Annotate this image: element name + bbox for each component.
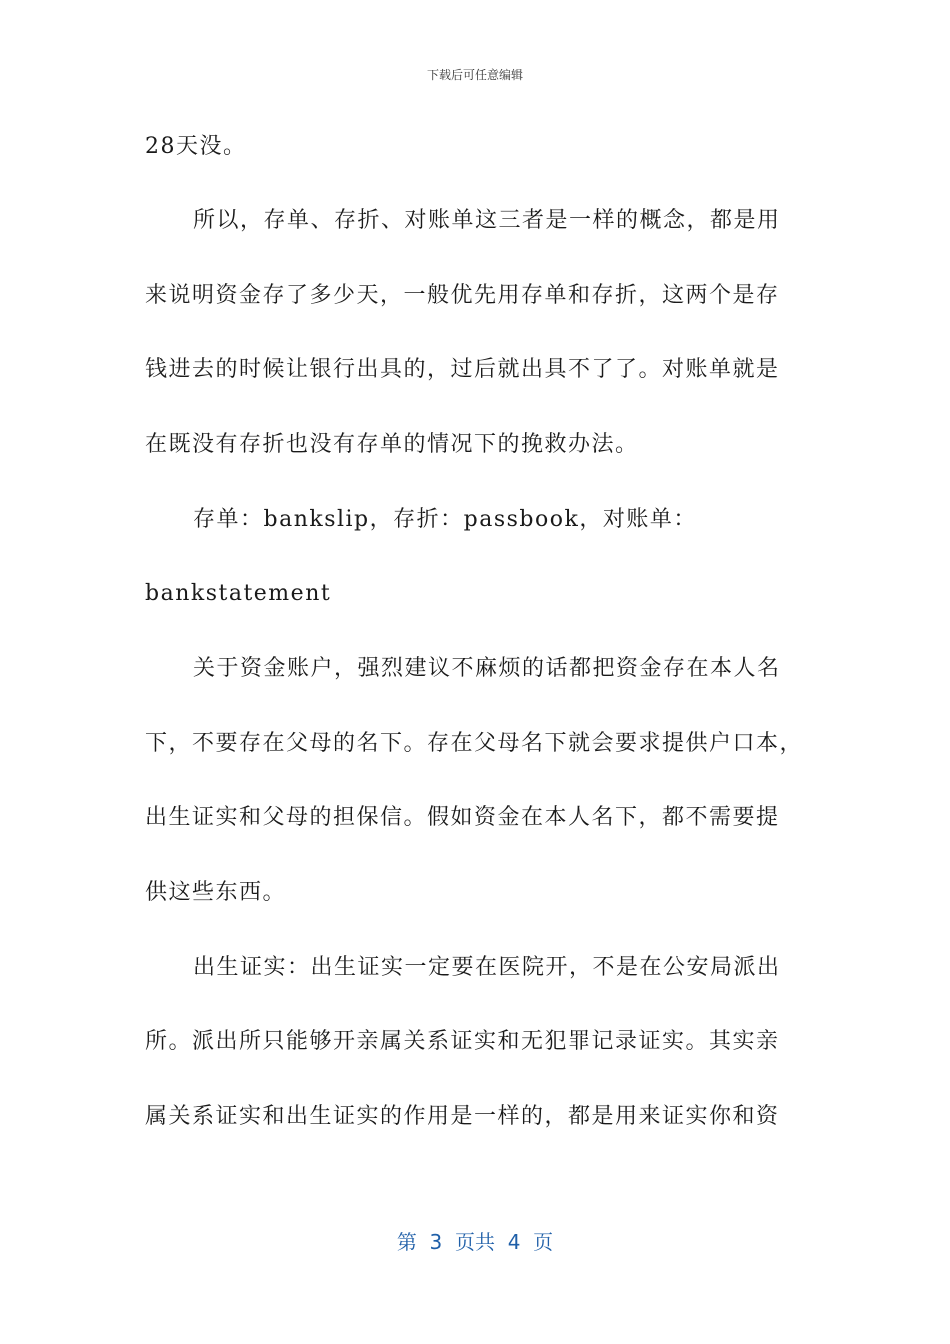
body-line: 来说明资金存了多少天，一般优先用存单和存折，这两个是存 bbox=[145, 283, 780, 308]
body-line: 出生证实：出生证实一定要在医院开，不是在公安局派出 bbox=[193, 955, 781, 980]
body-line: 在既没有存折也没有存单的情况下的挽救办法。 bbox=[145, 432, 639, 457]
body-line: 28天没。 bbox=[145, 134, 247, 159]
body-line: 下，不要存在父母的名下。存在父母名下就会要求提供户口本， bbox=[145, 731, 804, 756]
body-line: 属关系证实和出生证实的作用是一样的，都是用来证实你和资 bbox=[145, 1104, 780, 1129]
body-line: 所。派出所只能够开亲属关系证实和无犯罪记录证实。其实亲 bbox=[145, 1029, 780, 1054]
body-line: bankstatement bbox=[145, 581, 332, 606]
body-line: 关于资金账户，强烈建议不麻烦的话都把资金存在本人名 bbox=[193, 656, 781, 681]
body-line: 出生证实和父母的担保信。假如资金在本人名下，都不需要提 bbox=[145, 805, 780, 830]
page-number-footer: 第 3 页共 4 页 bbox=[396, 1230, 554, 1254]
body-line: 存单：bankslip，存折：passbook，对账单： bbox=[193, 507, 697, 532]
body-line: 钱进去的时候让银行出具的，过后就出具不了了。对账单就是 bbox=[145, 357, 780, 382]
body-line: 所以，存单、存折、对账单这三者是一样的概念，都是用 bbox=[193, 208, 781, 233]
body-line: 供这些东西。 bbox=[145, 880, 287, 905]
header-note: 下载后可任意编辑 bbox=[426, 68, 523, 82]
